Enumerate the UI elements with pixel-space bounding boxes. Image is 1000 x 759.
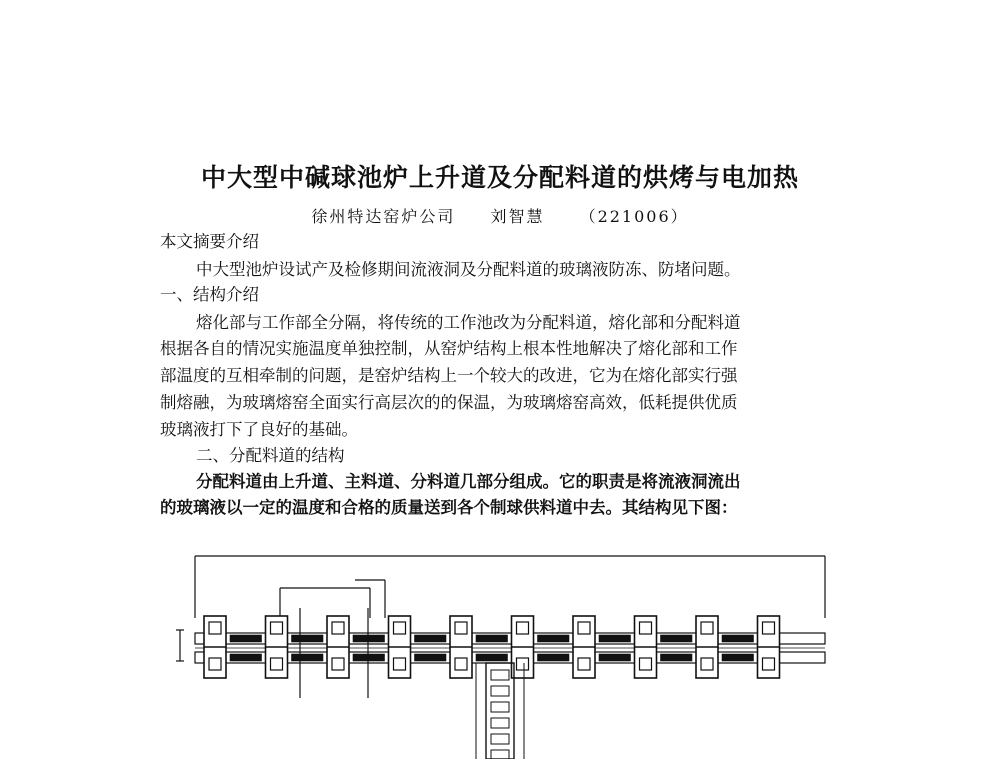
- riser-block: [491, 702, 509, 712]
- channel-heating-block: [415, 654, 447, 661]
- abstract-heading: 本文摘要介绍: [160, 232, 259, 251]
- channel-heating-block: [292, 635, 324, 642]
- channel-heating-block: [661, 654, 693, 661]
- diagram-structure: [176, 556, 825, 759]
- section2-heading: 二、分配料道的结构: [196, 446, 345, 465]
- channel-heating-block: [661, 635, 693, 642]
- channel-heating-block: [599, 654, 631, 661]
- section2-line: 分配料道由上升道、主料道、分料道几部分组成。它的职责是将流液洞流出: [196, 472, 741, 491]
- section1-line: 制熔融，为玻璃熔窑全面实行高层次的的保温，为玻璃熔窑高效，低耗提供优质: [160, 393, 738, 412]
- riser-block: [491, 670, 509, 680]
- distribution-channel-diagram: [170, 548, 835, 759]
- section2-line: 的玻璃液以一定的温度和合格的质量送到各个制球供料道中去。其结构见下图：: [160, 498, 738, 517]
- section1-line: 玻璃液打下了良好的基础。: [160, 420, 358, 439]
- riser-block: [491, 686, 509, 696]
- channel-heating-block: [415, 635, 447, 642]
- channel-heating-block: [353, 635, 385, 642]
- channel-heating-block: [292, 654, 324, 661]
- byline-author: 刘智慧: [490, 207, 545, 226]
- riser-block: [491, 750, 509, 759]
- channel-heating-block: [722, 635, 754, 642]
- channel-heating-block: [353, 654, 385, 661]
- riser-channel: [486, 663, 514, 759]
- section1-line: 熔化部与工作部全分隔，将传统的工作池改为分配料道，熔化部和分配料道: [196, 313, 741, 332]
- abstract-text: 中大型池炉设试产及检修期间流液洞及分配料道的玻璃液防冻、防堵问题。: [196, 260, 741, 279]
- channel-heating-block: [476, 654, 508, 661]
- channel-heating-block: [538, 654, 570, 661]
- document-title: 中大型中碱球池炉上升道及分配料道的烘烤与电加热: [200, 163, 799, 192]
- channel-heating-block: [538, 635, 570, 642]
- channel-heating-block: [599, 635, 631, 642]
- channel-heating-block: [230, 635, 262, 642]
- channel-heating-block: [722, 654, 754, 661]
- channel-heating-block: [476, 635, 508, 642]
- channel-heating-block: [230, 654, 262, 661]
- byline-postcode: （221006）: [579, 207, 689, 226]
- section1-heading: 一、结构介绍: [160, 285, 259, 304]
- riser-block: [491, 734, 509, 744]
- section1-line: 根据各自的情况实施温度单独控制，从窑炉结构上根本性地解决了熔化部和工作: [160, 339, 738, 358]
- byline: [0, 204, 1000, 227]
- riser-block: [491, 718, 509, 728]
- byline-company: 徐州特达窑炉公司: [311, 207, 456, 226]
- section1-line: 部温度的互相牵制的问题，是窑炉结构上一个较大的改进，它为在熔化部实行强: [160, 366, 738, 385]
